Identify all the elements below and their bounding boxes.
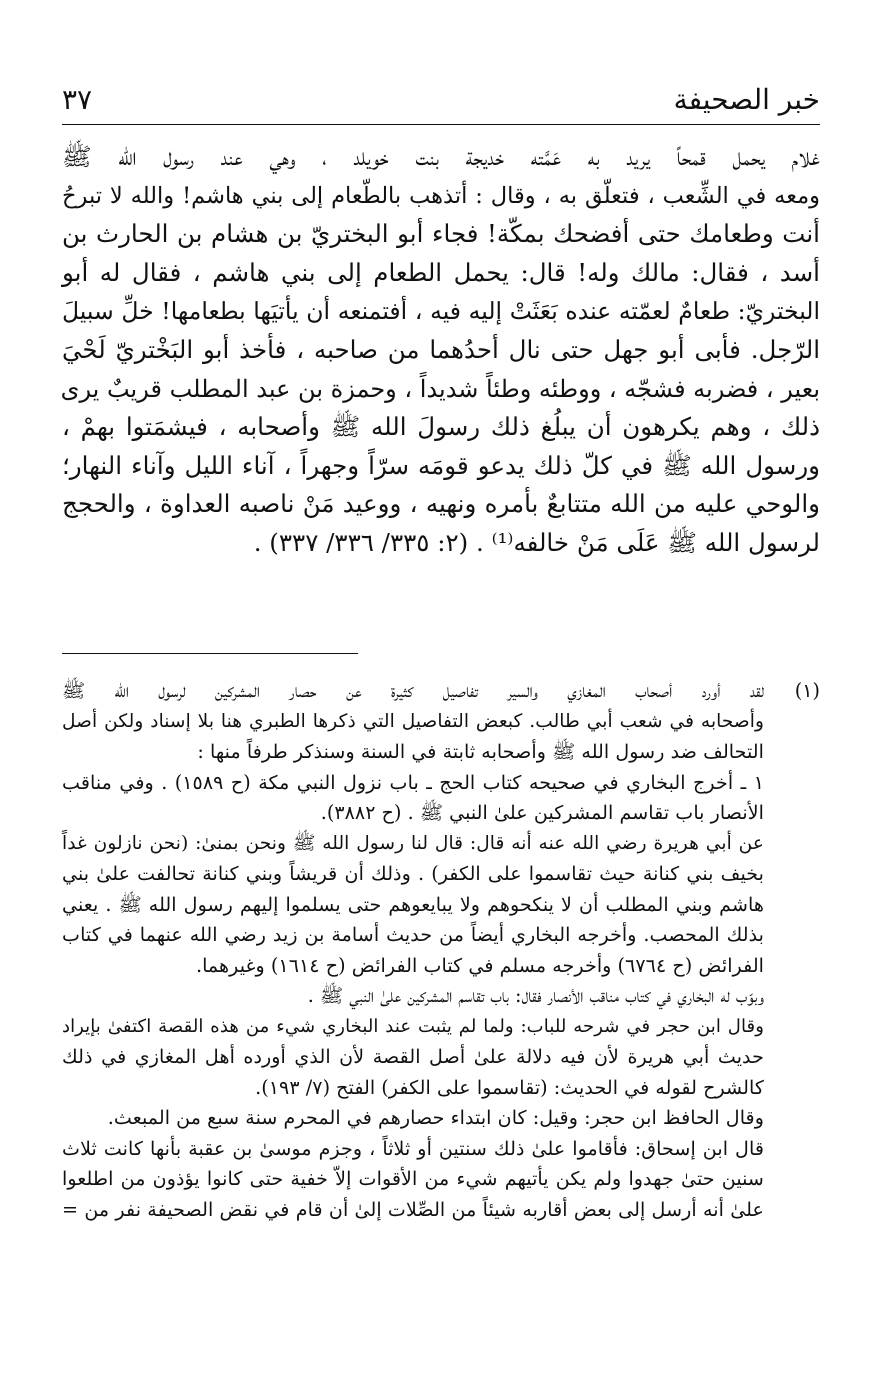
footnote-line: وأصحابه في شعب أبي طالب. كبعض التفاصيل التي ذكرها الطبري هنا بلا إسناد ولكن أصل xyxy=(62,710,764,732)
footnote-line xyxy=(62,676,820,707)
text-line: ورسول الله ﷺ في كلّ ذلك يدعو قومَه سرّاً وجهراً ، آناء الليل وآناء النهار؛ xyxy=(62,450,820,480)
footnote-line: الفرائض (ح ٦٧٦٤) وأخرجه مسلم في كتاب الفرائض (ح ١٦١٤) وغيرهما. xyxy=(195,953,764,977)
text-line: أنت وطعامك حتى أفضحك بمكّة! فجاء أبو البختريّ بن هشام بن الحارث بن xyxy=(62,219,820,249)
footnote-line: سنين حتىٰ جهدوا ولم يكن يأتيهم شيء من الأقوات إلاّ خفية حتى كانوا يؤذون من اطلعوا xyxy=(62,1167,764,1190)
text-line: ذلك ، وهم يكرهون أن يبلُغ ذلك رسولَ الله ﷺ وأصحابه ، فيشمَتوا بهمْ ، xyxy=(62,412,820,442)
footnote-line: وبوّب له البخاري في كتاب مناقب الأنصار فقال: باب تقاسم المشركين علىٰ النبي ﷺ . xyxy=(307,984,764,1007)
footnote-marker: (١) xyxy=(794,679,820,702)
footnote-line: عن أبي هريرة رضي الله عنه أنه قال: قال لنا رسول الله ﷺ ونحن بمنىٰ: (نحن نازلون غداً xyxy=(62,832,764,854)
footnote-line: وقال ابن حجر في شرحه للباب: ولما لم يثبت عند البخاري شيء من هذه القصة اكتفىٰ بإيراد xyxy=(62,1015,764,1037)
footnote-line: بخيف بني كنانة حيث تقاسموا على الكفر) . وذلك أن قريشاً وبني كنانة تحالفت علىٰ بني xyxy=(62,862,764,885)
page-number: ٣٧ xyxy=(62,83,93,116)
footnote-line: كالشرح لقوله في الحديث: (تقاسموا على الكفر) الفتح (٧/ ١٩٣). xyxy=(255,1075,764,1099)
page-header xyxy=(62,78,820,122)
footnote-separator xyxy=(62,653,358,654)
main-text xyxy=(62,138,820,563)
footnote-line: ١ ـ أخرج البخاري في صحيحه كتاب الحج ـ باب نزول النبي مكة (ح ١٥٨٩) . وفي مناقب xyxy=(62,770,764,794)
footnote-line: التحالف ضد رسول الله ﷺ وأصحابه ثابتة في السنة وسنذكر طرفاً منها : xyxy=(197,740,764,763)
footnotes xyxy=(62,676,820,1225)
footnote-line: بذلك المحصب. وأخرجه البخاري أيضاً من حديث أسامة بن زيد رضي الله عنهما في كتاب xyxy=(62,923,764,946)
text-line: والوحي عليه من الله متتابعٌ بأمره ونهيه ، ووعيد مَنْ ناصبه العداوة ، والحجج xyxy=(62,489,820,519)
footnote-line: علىٰ أنه أرسل إلى بعض أقاربه شيئاً من الصِّلات إلىٰ أن قام في نقض الصحيفة نفر من = xyxy=(62,1197,764,1221)
text-line: غلام يحمل قمحاً يريد به عَمَّته خديجة بنت خويلد ، وهي عند رسول الله ﷺ xyxy=(62,142,820,171)
text-line: أسد ، فقال: مالك وله! قال: يحمل الطعام إلى بني هاشم ، فقال له أبو xyxy=(62,257,820,287)
header-rule xyxy=(62,124,820,125)
text-line: لرسول الله ﷺ عَلَى مَنْ خالفه⁽¹⁾ . (٢: ٣٣٥/ ٣٣٦/ ٣٣٧) . xyxy=(253,527,820,557)
text-line: البختريّ: طعامٌ لعمّته عنده بَعَثَتْ إليه فيه ، أفتمنعه أن يأتيَها بطعامها! خلِّ سبيلَ xyxy=(62,297,820,326)
running-title: خبر الصحيفة xyxy=(673,83,820,116)
text-line: بعير ، فضربه فشجّه ، ووطئه وطئاً شديداً ، وحمزة بن عبد المطلب قريبٌ يرى xyxy=(60,374,820,403)
text-line: ومعه في الشِّعب ، فتعلّق به ، وقال : أتذهب بالطّعام إلى بني هاشم! والله لا تبرحُ xyxy=(62,182,820,209)
footnote-line: قال ابن إسحاق: فأقاموا علىٰ ذلك سنتين أو ثلاثاً ، وجزم موسىٰ بن عقبة بأنها كانت ثلاث xyxy=(62,1136,764,1160)
footnote-line: هاشم وبني المطلب أن لا ينكحوهم ولا يبايعوهم حتى يسلموا إليهم رسول الله ﷺ . يعني xyxy=(62,892,764,916)
footnote-line: وقال الحافظ ابن حجر: وقيل: كان ابتداء حصارهم في المحرم سنة سبع من المبعث. xyxy=(107,1106,764,1129)
text-line: الرّجل. فأبى أبو جهل حتى نال أحدُهما من صاحبه ، فأخذ أبو البَخْتريّ لَحْيَ xyxy=(62,334,820,364)
footnote-line: الأنصار باب تقاسم المشركين علىٰ النبي ﷺ . (ح ٣٨٨٢). xyxy=(320,801,764,824)
footnote-line-text: لقد أورد أصحاب المغازي والسير تفاصيل كثيرة عن حصار المشركين لرسول الله ﷺ xyxy=(62,679,764,702)
footnote-line: حديث أبي هريرة لأن فيه دلالة علىٰ أصل القصة لأن الذي أورده أهل المغازي في ذلك xyxy=(62,1045,764,1068)
